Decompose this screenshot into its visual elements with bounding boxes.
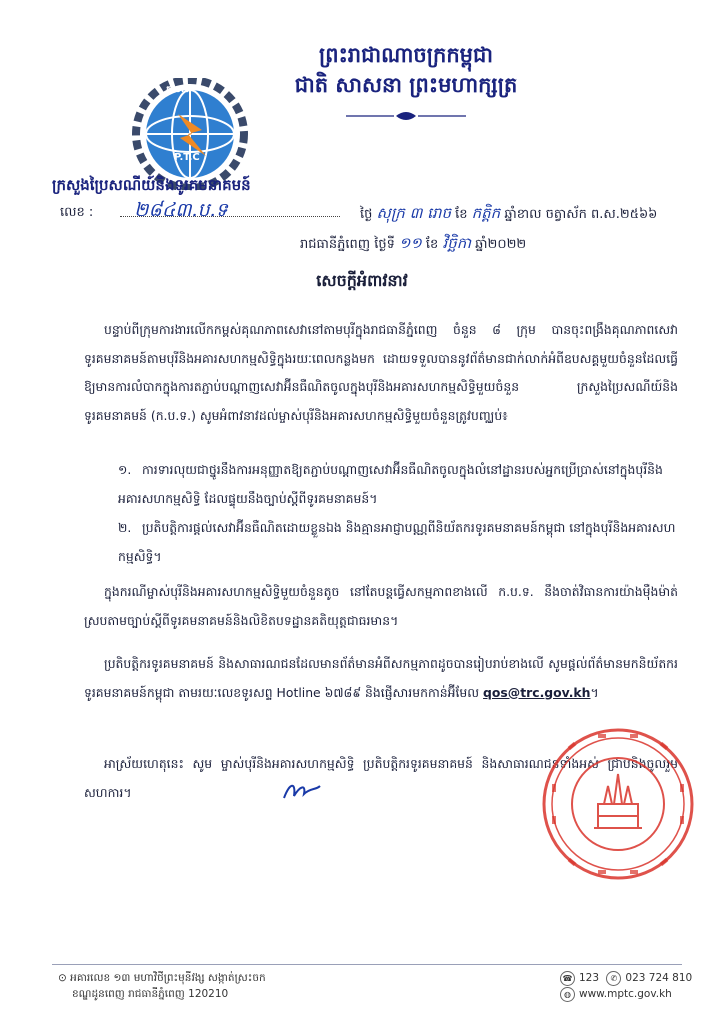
body-paragraph-3 [84, 650, 678, 707]
ornament-divider [346, 110, 466, 122]
ministry-logo [128, 78, 252, 190]
list-item-text: ប្រតិបត្តិការផ្តល់សេវាអ៊ីនធឺណិតដោយខ្លួនឯង និងគ្មានអាជ្ញាបណ្ណពីនិយ័តករទូរគមនាគមន៍កម្ពុជា នៅក្នុងបុរីនិងអគារសហកម្មសិទ្ធិ។ [118, 520, 676, 564]
solar-month-value: វិច្ឆិកា [442, 234, 472, 252]
solar-day-value: ១១ [399, 234, 422, 252]
lunar-month-value: កត្តិក [471, 204, 501, 222]
phone-number: 023 724 810 [625, 972, 693, 984]
footer-divider [52, 964, 682, 965]
body-paragraph-3-end: ។ [590, 684, 599, 700]
list-item [118, 456, 680, 513]
lunar-day-prefix: ថ្ងៃ [360, 207, 373, 222]
logo-top-text: ក.ប.ទ [166, 85, 190, 95]
address-line-1: អគារលេខ ១៣ មហាវិថីព្រះមុនីវង្ស សង្កាត់ស្រះចក [70, 972, 266, 984]
kingdom-line: ព្រះរាជាណាចក្រកម្ពុជា [318, 42, 493, 67]
list-item-number: ១. [118, 462, 132, 477]
lunar-day-value: សុក្រ ៣ រោច [376, 204, 451, 222]
list-item [118, 514, 680, 571]
reference-label: លេខ : [60, 205, 94, 220]
globe-icon: ◍ [560, 987, 575, 1002]
list-item-number: ២. [118, 520, 132, 535]
reference-row [60, 200, 680, 226]
body-paragraph-4: អាស្រ័យហេតុនេះ សូម ម្ចាស់បុរីនិងអគារសហកម្មសិទ្ធិ ប្រតិបត្តិករទូរគមនាគមន៍ និងសាធារណជនទាំងអស់ ជ្រាបនិងចូលរួមសហការ។ [84, 756, 678, 800]
solar-date [300, 234, 526, 256]
lunar-year: ឆ្នាំខាល ចត្វាស័ក ព.ស.២៥៦៦ [504, 207, 658, 222]
ministry-name: ក្រសួងប្រៃសណីយ៍និងទូរគមនាគមន៍ [52, 176, 251, 194]
motto-line: ជាតិ សាសនា ព្រះមហាក្សត្រ [294, 72, 518, 97]
signature-mark [282, 780, 322, 802]
location-pin-icon: ⊙ [58, 972, 67, 984]
footer-contact [560, 970, 692, 1002]
hotline-number: 123 [579, 972, 600, 984]
body-paragraph-3-text: ប្រតិបត្តិករទូរគមនាគមន៍ និងសាធារណជនដែលមានព័ត៌មានអំពីសកម្មភាពដូចបានរៀបរាប់ខាងលើ សូមផ្តល់ព័ត៌មានមកនិយ័តករទូរគមនាគមន៍កម្ពុជា តាមរយៈលេខទូរសព្ទ Hotline ៦៧៨៩ និងផ្ញើសារមកកាន់អ៊ីមែល [84, 656, 678, 700]
solar-place-day-prefix: រាជធានីភ្នំពេញ ថ្ងៃទី [300, 237, 395, 252]
footer-address [58, 970, 266, 1002]
contact-email-link[interactable]: qos@trc.gov.kh [483, 684, 591, 700]
kingdom-header [256, 40, 556, 130]
telephone-icon: ✆ [606, 971, 621, 986]
document-title: សេចក្តីអំពាវនាវ [316, 271, 408, 290]
address-line-2: ខណ្ឌដូនពេញ រាជធានីភ្នំពេញ 120210 [72, 988, 229, 1000]
logo-bottom-text: P.T.C [174, 152, 200, 163]
phone-icon: ☎ [560, 971, 575, 986]
lunar-date [360, 204, 657, 226]
solar-year: ឆ្នាំ២០២២ [475, 237, 527, 252]
website-link[interactable]: www.mptc.gov.kh [579, 988, 672, 1000]
official-seal [538, 724, 698, 884]
reference-number: ២៨៤៣.ប.ទ [134, 199, 228, 221]
list-item-text: ការទារលុយជាថ្នូរនឹងការអនុញ្ញាតឱ្យតភ្ជាប់បណ្តាញសេវាអ៊ីនធឺណិតចូលក្នុងលំនៅដ្ឋានរបស់អ្នកប្រើប្រាស់នៅក្នុងបុរីនិងអគារសហកម្មសិទ្ធិ ដែលផ្ទុយនឹងច្បាប់ស្តីពីទូរគមនាគមន៍។ [118, 462, 663, 506]
solar-month-prefix: ខែ [425, 237, 439, 252]
lunar-month-prefix: ខែ [455, 207, 468, 222]
body-paragraph-1: បន្ទាប់ពីក្រុមការងារលើកកម្ពស់គុណភាពសេវានៅតាមបុរីក្នុងរាជធានីភ្នំពេញ ចំនួន ៨ ក្រុម បានចុះពង្រឹងគុណភាពសេវាទូរគមនាគមន៍តាមបុរីនិងអគារសហកម្មសិទ្ធិក្នុងរយៈពេលកន្លងមក ដោយទទួលបាននូវព័ត៌មានជាក់លាក់អំពីឧបសគ្គមួយចំនួនដែលធ្វើឱ្យមានការលំបាកក្នុងការតភ្ជាប់បណ្តាញសេវាអ៊ីនធឺណិតចូលក្នុងបុរីនិងអគារសហកម្មសិទ្ធិមួយចំនួន ក្រសួងប្រៃសណីយ៍និងទូរគមនាគមន៍ (ក.ប.ទ.) សូមអំពាវនាវដល់ម្ចាស់បុរីនិងអគារសហកម្មសិទ្ធិមួយចំនួនត្រូវបញ្ឈប់៖ [84, 322, 678, 423]
body-paragraph-2: ក្នុងករណីម្ចាស់បុរីនិងអគារសហកម្មសិទ្ធិមួយចំនួនតូច នៅតែបន្តធ្វើសកម្មភាពខាងលើ ក.ប.ទ. នឹងចាត់វិធានការយ៉ាងម៉ឺងម៉ាត់ ស្របតាមច្បាប់ស្តីពីទូរគមនាគមន៍និងលិខិតបទដ្ឋានគតិយុត្តជាធរមាន។ [84, 584, 678, 628]
